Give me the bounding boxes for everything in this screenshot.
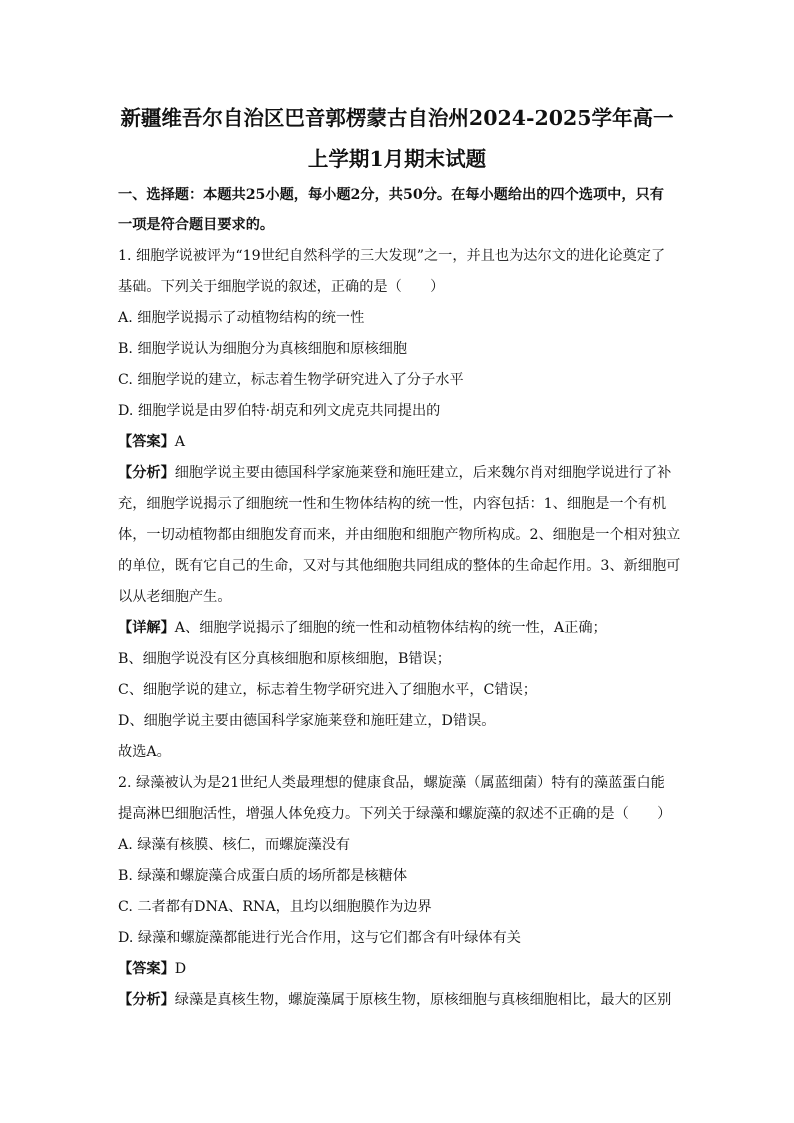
q2-answer-tag: 【答案】 [118, 961, 175, 977]
section-heading-line-2: 一项是符合题目要求的。 [118, 217, 275, 233]
q2-option-a: A. 绿藻有核膜、核仁，而螺旋藻没有 [118, 837, 351, 853]
q1-option-a: A. 细胞学说揭示了动植物结构的统一性 [118, 310, 365, 326]
q1-stem-line-1: 1. 细胞学说被评为“19世纪自然科学的三大发现”之一，并且也为达尔文的进化论奠定了 [118, 248, 666, 264]
q1-detail-line-2: B、细胞学说没有区分真核细胞和原核细胞，B错误； [118, 651, 451, 667]
q1-detail-text-1: A、细胞学说揭示了细胞的统一性和动植物体结构的统一性，A正确； [174, 620, 607, 636]
q1-option-c: C. 细胞学说的建立，标志着生物学研究进入了分子水平 [118, 372, 464, 388]
q1-analysis-tag: 【分析】 [118, 465, 175, 481]
q2-analysis-tag: 【分析】 [118, 992, 175, 1008]
q1-option-d: D. 细胞学说是由罗伯特·胡克和列文虎克共同提出的 [118, 403, 441, 419]
q1-answer [118, 431, 678, 453]
q2-analysis-line-1 [118, 989, 678, 1011]
q1-detail-line-4: D、细胞学说主要由德国科学家施莱登和施旺建立，D错误。 [118, 713, 496, 729]
q1-stem-line-2: 基础。下列关于细胞学说的叙述，正确的是（ ） [118, 279, 445, 295]
q1-analysis-line-5: 以从老细胞产生。 [118, 589, 232, 605]
q1-option-b: B. 细胞学说认为细胞分为真核细胞和原核细胞 [118, 341, 408, 357]
q2-stem-line-2: 提高淋巴细胞活性，增强人体免疫力。下列关于绿藻和螺旋藻的叙述不正确的是（ ） [118, 806, 672, 822]
q2-option-b: B. 绿藻和螺旋藻合成蛋白质的场所都是核糖体 [118, 868, 408, 884]
document-title-line-1: 新疆维吾尔自治区巴音郭楞蒙古自治州2024-2025学年高一 [120, 106, 674, 130]
q1-detail-tag: 【详解】 [118, 620, 175, 636]
q1-analysis-line-4: 的单位，既有它自己的生命，又对与其他细胞共同组成的整体的生命起作用。3、新细胞可 [118, 558, 681, 574]
q1-conclusion: 故选A。 [118, 744, 171, 760]
q1-analysis-text-1: 细胞学说主要由德国科学家施莱登和施旺建立，后来魏尔肖对细胞学说进行了补 [174, 465, 672, 481]
q1-answer-tag: 【答案】 [118, 434, 175, 450]
q1-detail-line-3: C、细胞学说的建立，标志着生物学研究进入了细胞水平，C错误； [118, 682, 537, 698]
document-title-line-2: 上学期1月期末试题 [307, 147, 487, 171]
q2-option-c: C. 二者都有DNA、RNA，且均以细胞膜作为边界 [118, 899, 432, 915]
q1-detail-line-1 [118, 617, 678, 639]
q1-answer-value: A [174, 434, 186, 450]
q2-answer [118, 958, 678, 980]
q1-analysis-line-1 [118, 462, 678, 484]
section-heading-line-1: 一、选择题：本题共25小题，每小题2分，共50分。在每小题给出的四个选项中，只有 [118, 187, 664, 203]
q2-option-d: D. 绿藻和螺旋藻都能进行光合作用，这与它们都含有叶绿体有关 [118, 930, 521, 946]
q1-analysis-line-2: 充，细胞学说揭示了细胞统一性和生物体结构的统一性，内容包括：1、细胞是一个有机 [118, 496, 667, 512]
q2-analysis-text-1: 绿藻是真核生物，螺旋藻属于原核生物，原核细胞与真核细胞相比，最大的区别 [174, 992, 672, 1008]
q2-answer-value: D [174, 961, 187, 977]
q2-stem-line-1: 2. 绿藻被认为是21世纪人类最理想的健康食品，螺旋藻（属蓝细菌）特有的藻蓝蛋白能 [118, 775, 665, 791]
q1-analysis-line-3: 体，一切动植物都由细胞发育而来，并由细胞和细胞产物所构成。2、细胞是一个相对独立 [118, 527, 681, 543]
